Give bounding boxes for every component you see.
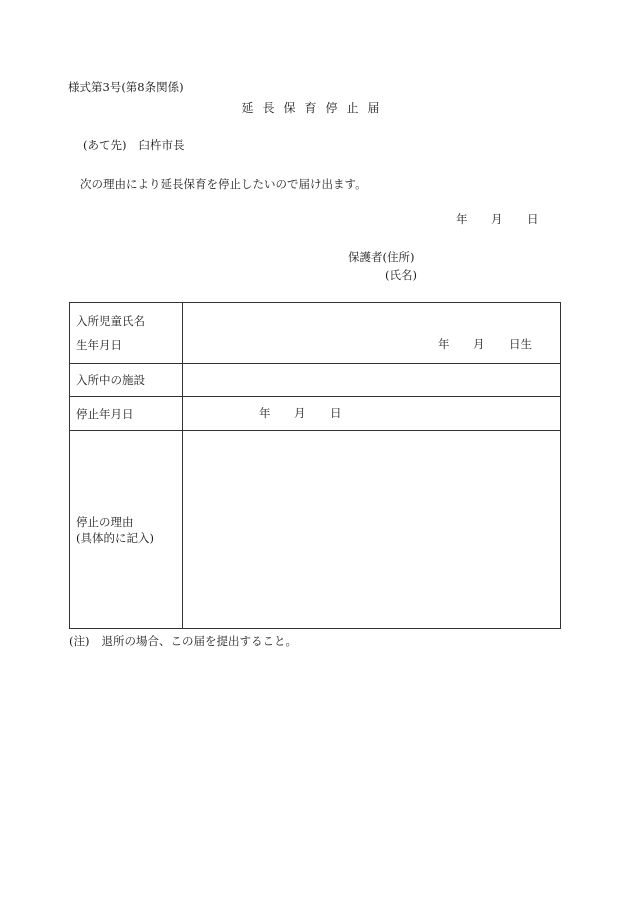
table-row-child <box>70 303 561 364</box>
child-value-cell[interactable] <box>183 303 561 364</box>
addressee-name: 臼杵市長 <box>138 138 185 152</box>
guardian-address-label: 保護者(住所) <box>348 250 415 264</box>
reason-sub-label: (具体的に記入) <box>76 530 154 545</box>
child-name-label: 入所児童氏名 <box>76 314 145 328</box>
submission-date-day: 日 <box>527 212 539 226</box>
footnote-text: 退所の場合、この届を提出すること。 <box>101 634 297 648</box>
submission-date-month: 月 <box>491 212 503 226</box>
addressee <box>83 137 184 153</box>
form-table <box>69 302 561 629</box>
child-label-cell <box>70 303 183 364</box>
submission-date-year: 年 <box>456 212 468 226</box>
facility-label: 入所中の施設 <box>70 364 183 397</box>
footnote-label: (注) <box>69 634 90 648</box>
statement-text: 次の理由により延長保育を停止したいので届け出ます。 <box>80 177 367 191</box>
reason-value-cell[interactable] <box>183 431 561 629</box>
stop-date-year: 年 <box>259 406 271 420</box>
stop-date-month: 月 <box>294 406 306 420</box>
stop-date-value-cell[interactable] <box>183 397 561 431</box>
guardian-name-label: (氏名) <box>385 268 417 282</box>
table-row-facility <box>70 364 561 397</box>
birth-date-units <box>438 336 532 352</box>
footnote <box>69 633 297 649</box>
facility-value-cell[interactable] <box>183 364 561 397</box>
table-row-reason <box>70 431 561 629</box>
birth-date-month: 月 <box>473 337 485 351</box>
reason-label: 停止の理由 <box>76 514 134 529</box>
birth-date-label: 生年月日 <box>76 338 122 352</box>
stop-date-day: 日 <box>330 406 342 420</box>
addressee-label: (あて先) <box>83 138 127 152</box>
reason-label-cell <box>70 431 183 629</box>
stop-date-label: 停止年月日 <box>70 397 183 431</box>
stop-date-units <box>259 405 342 421</box>
form-number: 様式第3号(第8条関係) <box>68 80 184 94</box>
table-row-stop-date <box>70 397 561 431</box>
birth-date-day: 日生 <box>509 337 532 351</box>
birth-date-year: 年 <box>438 337 450 351</box>
document-title: 延長保育停止届 <box>241 101 389 115</box>
submission-date <box>456 211 539 227</box>
